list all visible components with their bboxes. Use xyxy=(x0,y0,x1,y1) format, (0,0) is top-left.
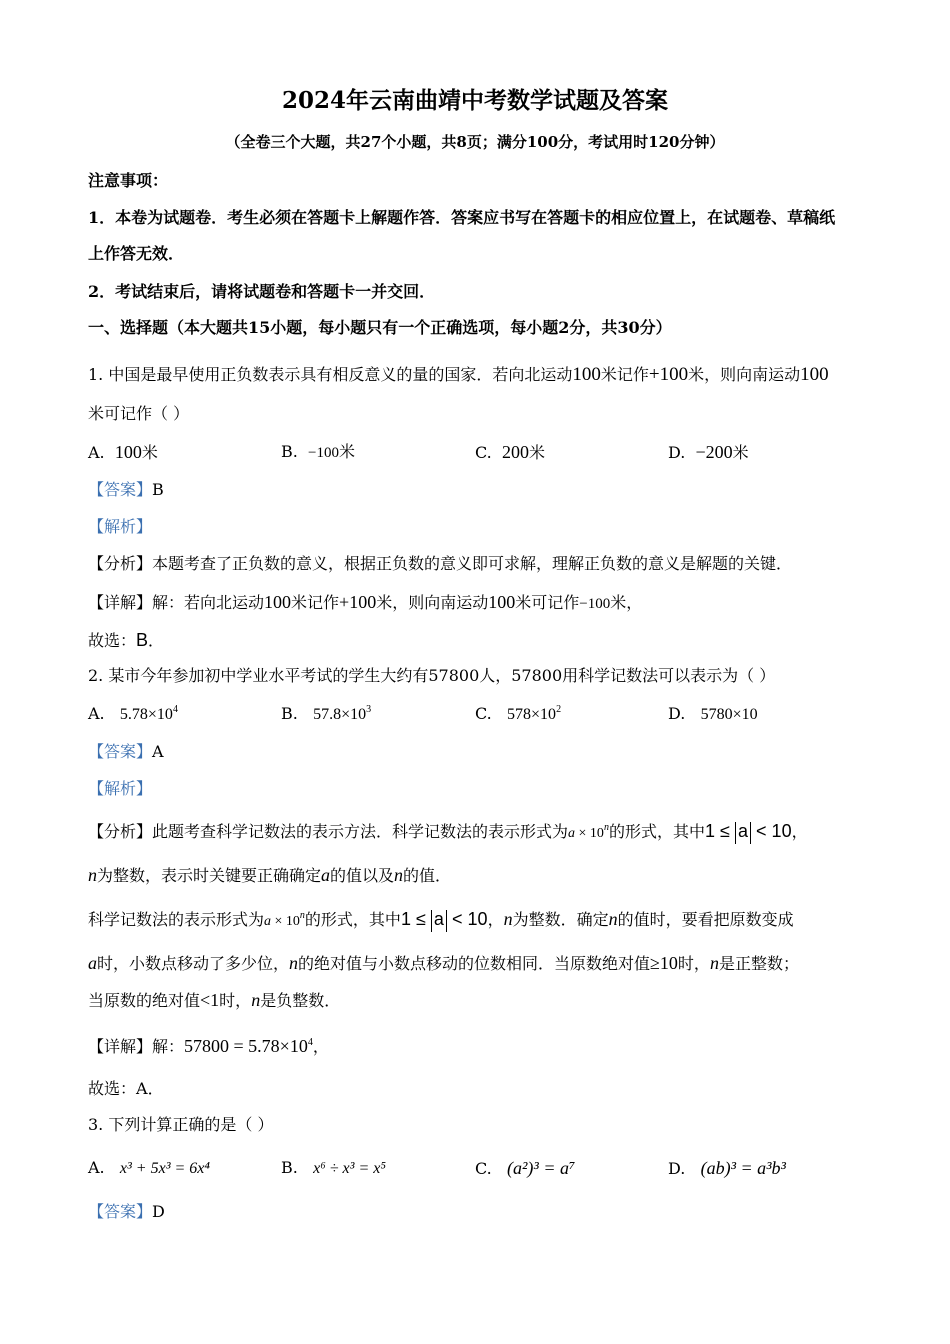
q2-para-line3: 当原数的绝对值<1时，n是负整数． xyxy=(88,990,341,1010)
notice-item-1-cont: 上作答无效． xyxy=(88,244,185,263)
q1-stem-cont: 米可记作（ ） xyxy=(88,404,190,423)
q2-answer: 【答案】A xyxy=(88,742,164,761)
q1-select: 故选：B． xyxy=(88,630,165,650)
q3-option-c: C. (a²)³ = a⁷ xyxy=(475,1158,576,1178)
section-heading: 一、选择题（本大题共15小题，每小题只有一个正确选项，每小题2分，共30分） xyxy=(88,318,672,337)
q3-option-b: B. x⁶ ÷ x³ = x⁵ xyxy=(281,1158,386,1177)
q1-analysis-label: 【解析】 xyxy=(88,517,153,536)
q2-analysis-label: 【解析】 xyxy=(88,779,153,798)
q2-option-b: B. $57.8\times 10^3$ xyxy=(281,704,372,723)
page-title: 2024年云南曲靖中考数学试题及答案 xyxy=(281,87,668,114)
notice-item-2: 2．考试结束后，请将试题卷和答题卡一并交回． xyxy=(88,282,436,301)
notice-item-1: 1．本卷为试题卷．考生必须在答题卡上解题作答．答案应书写在答题卡的相应位置上，在试题卷、草稿纸 xyxy=(88,208,836,227)
q3-answer: 【答案】D xyxy=(88,1202,165,1221)
q2-fenxi-line2: n为整数，表示时关键要正确确定a的值以及n的值． xyxy=(88,865,452,885)
q3-stem: 3. 下列计算正确的是（ ） xyxy=(88,1115,274,1134)
q2-detail: 【详解】解：$57800 = 5.78\times 10^4$， xyxy=(88,1036,329,1056)
q2-para-line1: 科学记数法的表示形式为$a \times 10^n$的形式，其中1 ≤ a < 10，n为整数．确定n的值时，要看把原数变成 xyxy=(88,908,794,933)
q1-answer: 【答案】B xyxy=(88,480,164,499)
q2-select: 故选：A． xyxy=(88,1079,164,1098)
q1-option-c: C. 200米 xyxy=(475,442,545,462)
q3-option-a: A. x³ + 5x³ = 6x⁴ xyxy=(88,1158,210,1177)
q2-stem: 2. 某市今年参加初中学业水平考试的学生大约有57800人，57800用科学记数法可以表示为（ ） xyxy=(88,666,776,685)
q1-option-a: A. 100米 xyxy=(88,442,158,462)
q2-option-c: C. $578\times 10^2$ xyxy=(475,704,562,723)
q1-detail: 【详解】解：若向北运动100米记作+100米，则向南运动100米可记作−100米， xyxy=(88,592,643,612)
q2-fenxi-line1: 【分析】此题考查科学记数法的表示方法．科学记数法的表示形式为$a \times 10^n$的形式，其中1 ≤ a < 10， xyxy=(88,820,808,845)
q3-option-d: D. (ab)³ = a³b³ xyxy=(668,1158,786,1178)
q1-fenxi: 【分析】本题考查了正负数的意义，根据正负数的意义即可求解，理解正负数的意义是解题的关键． xyxy=(88,554,793,573)
q1-option-d: D. −200米 xyxy=(668,442,749,462)
q2-para-line2: a时，小数点移动了多少位，n的绝对值与小数点移动的位数相同．当原数绝对值≥10时，n是正整数； xyxy=(88,953,799,973)
q2-option-d: D. 5780×10 xyxy=(668,704,758,723)
q1-stem: 1. 中国是最早使用正负数表示具有相反意义的量的国家．若向北运动100米记作+100米，则向南运动100 xyxy=(88,364,829,385)
notice-heading: 注意事项： xyxy=(88,171,169,190)
q1-option-b: B. −100米 xyxy=(281,442,355,461)
q2-option-a: A. $5.78\times 10^4$ xyxy=(88,704,178,723)
exam-info: （全卷三个大题，共27个小题，共8页；满分100分，考试用时120分钟） xyxy=(225,133,725,151)
